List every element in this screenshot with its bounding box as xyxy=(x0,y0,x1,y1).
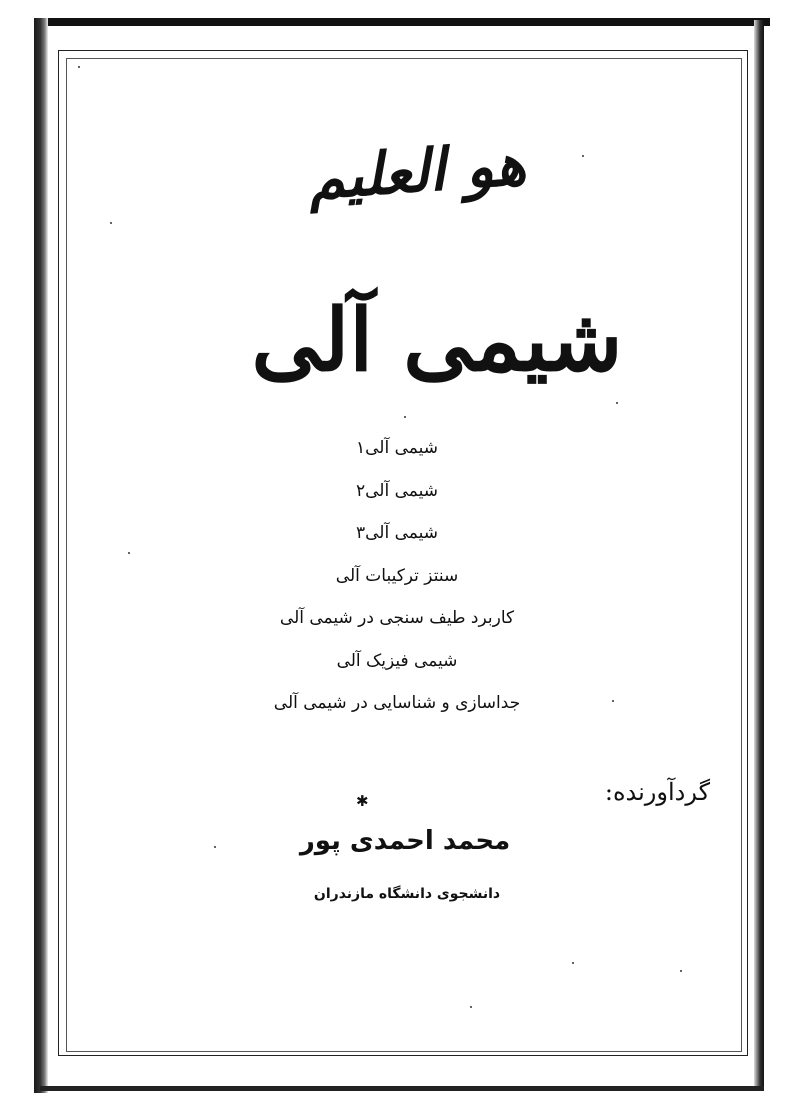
subject-item: شیمی فیزیک آلی xyxy=(336,650,458,671)
scan-speck xyxy=(582,155,584,157)
subject-item: شیمی آلی۳ xyxy=(356,523,438,543)
compiler-label: گردآورنده: xyxy=(604,778,710,806)
scan-speck xyxy=(78,66,80,68)
scan-edge-bottom xyxy=(40,1086,764,1091)
scan-speck xyxy=(612,700,614,702)
scan-speck xyxy=(110,222,112,224)
subject-item: کاربرد طیف سنجی در شیمی آلی xyxy=(279,608,515,628)
star-ornament: ✱ xyxy=(356,792,369,810)
scan-speck xyxy=(214,846,216,848)
subject-list xyxy=(0,436,794,734)
subject-item: شیمی آلی۱ xyxy=(356,438,438,458)
book-title: شیمی آلی xyxy=(251,290,623,391)
scan-speck xyxy=(680,970,682,972)
scan-speck xyxy=(128,552,130,554)
scan-speck xyxy=(470,1006,472,1008)
scan-speck xyxy=(616,402,618,404)
subject-item: سنتز ترکیبات آلی xyxy=(335,565,459,586)
scan-speck xyxy=(404,416,406,418)
author-affiliation: دانشجوی دانشگاه مازندران xyxy=(313,886,501,902)
subject-item: جداسازی و شناسایی در شیمی آلی xyxy=(273,693,521,713)
scan-speck xyxy=(572,962,574,964)
subject-item: شیمی آلی۲ xyxy=(356,480,438,501)
author-name: محمد احمدی پور xyxy=(299,826,511,856)
invocation-heading: هو العلیم xyxy=(305,129,528,213)
scan-edge-top xyxy=(36,18,770,26)
